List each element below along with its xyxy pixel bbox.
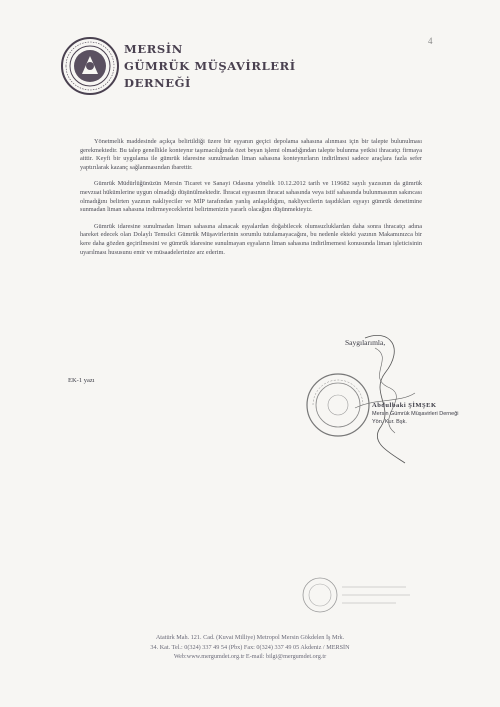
paragraph-2: Gümrük Müdürlüğünüzün Mersin Ticaret ve Sanayi Odasına yönelik 10.12.2012 tarih ve 119682 sayılı yazısının da gümrük mevzuat hükümlerine uygun olmadığı düşünülmektedir. İhracat eşyasının ihracat sahasında veya istif sahasında bulunmasının sakıncası olmadığını belirten yazının nakliyeciler ve MİP tarafından yanlış anlaşıldığını, nakliyecilerin taşıdıkları eşyayı gümrük denetimine sunmadan liman sahasına indirmeyeceklerini belirtmenizin yararlı olacağını düşünmekteyiz. xyxy=(80,180,422,214)
closing-greeting: Saygılarımla, xyxy=(345,338,386,347)
footer-line-3: Web:www.mergumdet.org.tr E-mail: bilgi@mergumdet.org.tr xyxy=(173,653,327,660)
org-name-line-2: GÜMRÜK MÜŞAVİRLERİ xyxy=(124,59,296,73)
signer-title-2: Yön. Kur. Bşk. xyxy=(372,419,407,425)
letterhead xyxy=(60,36,360,116)
footer-line-2: 34. Kat. Tel.: 0(324) 337 49 54 (Pbx) Fax: 0(324) 337 49 05 Akdeniz / MERSİN xyxy=(150,643,350,651)
signer-block xyxy=(372,402,459,426)
org-name-line-3: DERNEĞİ xyxy=(124,76,191,90)
organization-name xyxy=(124,41,296,92)
page-number: 4 xyxy=(428,36,433,46)
paragraph-1: Yönetmelik maddesinde açıkça belirtildiği üzere bir eşyanın geçici depolama sahasına alınması için bir talepte bulunulması gerekmektedir. Bu talep genellikle konteynır taşımacılığında özet beyan işlemi olmadığından talepte bulunma yetkisi ihracatçı firmaya aittir. Keyfi bir uygulama ile gümrük idaresine sunulmadan liman sahasına konteynırların indirilmesi sadece araçlara fazla sefer yaptırılarak kazanç sağlanmasından ibarettir. xyxy=(80,138,422,171)
footer-line-1: Atatürk Mah. 121. Cad. (Kuvai Milliye) Metropol Mersin Gökdelen İş Mrk. xyxy=(155,634,345,641)
annex-note: EK-1 yazı xyxy=(68,377,95,384)
association-logo-icon xyxy=(60,36,120,96)
signer-name: Abdulbaki ŞİMŞEK xyxy=(372,402,437,409)
letter-body xyxy=(80,138,422,265)
official-seal-icon xyxy=(305,372,371,438)
signer-title-1: Mersin Gümrük Müşavirleri Derneği xyxy=(372,411,459,417)
lower-stamp-icon xyxy=(300,575,412,615)
org-name-line-1: MERSİN xyxy=(124,42,183,56)
footer-address xyxy=(60,633,440,662)
paragraph-3: Gümrük idaresine sunulmadan liman sahasına alınacak eşyalardan doğabilecek olumsuzluklardan daha sonra ihracatçı adına hareket edecek olan Dolaylı Temsilci Gümrük Müşavirlerinin sorumlu tutulamayacağını, bu nedenle ekteki yazının Makamınızca bir kere daha gözden geçirilmesini ve gümrük idaresine sunulmayan eşyaların liman sahasına indirilmemesi konusunda liman işleticisinin uyarılması hususunu emir ve müsaadelerinize arz ederim. xyxy=(80,222,422,256)
